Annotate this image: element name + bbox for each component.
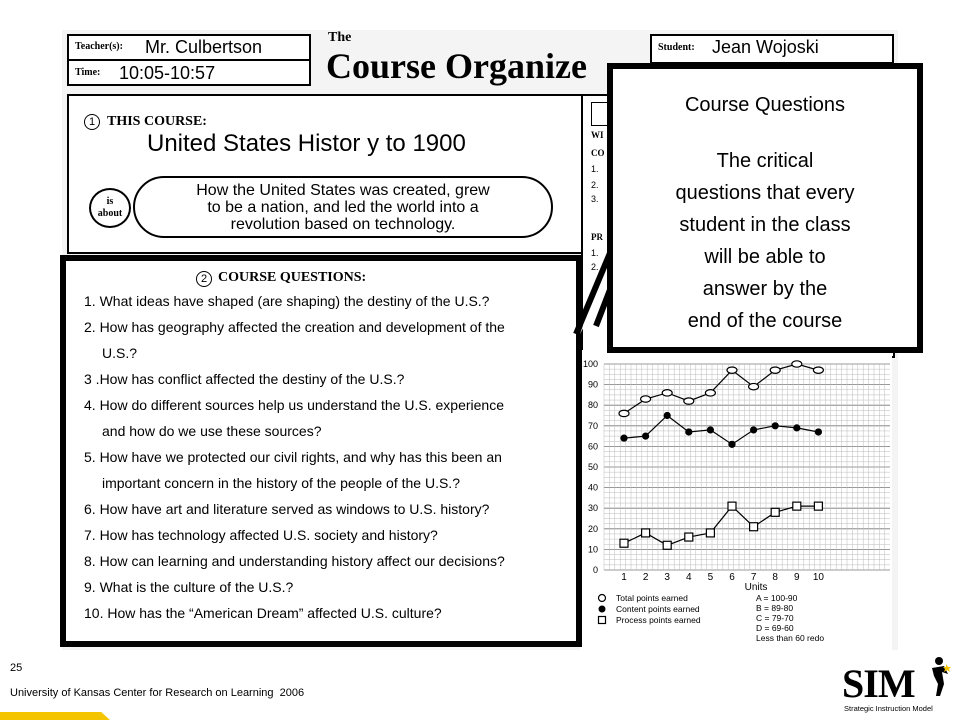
partial-wi: WI — [591, 130, 604, 140]
sim-logo-subtitle: Strategic Instruction Model — [844, 704, 933, 713]
data-point-process — [750, 523, 758, 531]
y-tick-label: 100 — [582, 359, 598, 369]
student-name: Jean Wojoski — [712, 37, 819, 57]
data-point-total — [641, 396, 651, 402]
data-point-process — [642, 529, 650, 537]
y-tick-label: 10 — [587, 544, 598, 555]
sim-logo-text: SIM — [842, 661, 915, 706]
partial-2: 2. — [591, 180, 599, 190]
question-1: 1. What ideas have shaped (are shaping) the destiny of the U.S.? — [84, 293, 490, 309]
y-tick-label: 20 — [587, 523, 598, 534]
this-course-box — [67, 94, 583, 254]
x-tick-label: 7 — [750, 572, 757, 583]
callout-line-3: student in the class — [679, 214, 851, 236]
data-point-total — [705, 390, 715, 396]
question-10: 10. How has the “American Dream” affected U.S. culture? — [84, 605, 442, 621]
y-tick-label: 60 — [587, 441, 598, 452]
question-2-cont: U.S.? — [102, 345, 138, 361]
question-9: 9. What is the culture of the U.S.? — [84, 579, 294, 595]
y-tick-label: 30 — [587, 503, 598, 514]
data-point-content — [750, 426, 757, 433]
teacher-name: Mr. Culbertson — [145, 37, 263, 57]
question-3: 3 .How has conflict affected the destiny of the U.S.? — [84, 371, 405, 387]
x-tick-label: 6 — [729, 572, 735, 583]
x-tick-label: 3 — [664, 572, 670, 583]
about-oval — [133, 176, 553, 238]
data-point-content — [707, 426, 714, 433]
data-point-total — [727, 367, 737, 373]
callout-line-1: The critical — [716, 150, 814, 172]
data-point-process — [685, 533, 693, 541]
data-point-total — [770, 367, 780, 373]
y-tick-label: 0 — [592, 565, 598, 575]
partial-1: 1. — [591, 164, 599, 174]
question-7: 7. How has technology affected U.S. society and history? — [84, 527, 438, 543]
grade-key-a: A = 100-90 — [756, 593, 798, 603]
data-point-process — [706, 529, 714, 537]
legend-content-label: Content points earned — [616, 604, 700, 614]
grade-key-d: D = 69-60 — [756, 623, 794, 633]
data-point-process — [663, 541, 671, 549]
question-8: 8. How can learning and understanding history affect our decisions? — [84, 553, 505, 569]
y-tick-label: 80 — [587, 400, 598, 411]
footer-credit: University of Kansas Center for Research on Learning 2006 — [10, 687, 305, 699]
callout-line-2: questions that every — [675, 182, 855, 204]
grade-key-b: B = 89-80 — [756, 603, 794, 613]
x-tick-label: 8 — [772, 572, 778, 583]
y-tick-label: 90 — [587, 379, 598, 390]
legend-total-label: Total points earned — [616, 593, 688, 603]
time-label: Time: — [75, 67, 101, 78]
title-small: The — [328, 30, 352, 45]
grade-key-redo: Less than 60 redo — [756, 633, 825, 643]
about-line-1: How the United States was created, grew — [196, 182, 490, 199]
data-point-process — [620, 539, 628, 547]
about-line-2: to be a nation, and led the world into a — [207, 199, 479, 216]
time-value: 10:05-10:57 — [119, 63, 216, 83]
course-questions-box — [60, 255, 582, 647]
callout-box — [607, 63, 923, 353]
question-5-cont: important concern in the history of the people of the U.S.? — [102, 475, 460, 491]
callout-line-4: will be able to — [704, 246, 826, 268]
data-point-content — [664, 412, 671, 419]
student-label: Student: — [658, 42, 695, 53]
chart-grid — [604, 364, 890, 570]
x-tick-label: 1 — [621, 572, 627, 583]
about-line-3: revolution based on technology. — [230, 216, 456, 233]
x-tick-label: 5 — [707, 572, 714, 583]
sim-logo — [842, 656, 954, 716]
data-point-total — [813, 367, 823, 373]
about-label: about — [97, 208, 123, 219]
page-title: Course Organize — [326, 46, 587, 86]
course-questions-heading: COURSE QUESTIONS: — [218, 270, 367, 285]
partial-pr: PR — [591, 232, 603, 242]
x-tick-label: 10 — [812, 572, 824, 583]
y-tick-label: 70 — [587, 420, 598, 431]
is-about-bubble — [89, 188, 131, 228]
partial-3: 3. — [591, 194, 599, 204]
question-6: 6. How have art and literature served as windows to U.S. history? — [84, 501, 490, 517]
data-point-process — [793, 502, 801, 510]
callout-title: Course Questions — [684, 94, 846, 116]
student-box — [650, 34, 894, 64]
this-course-heading: THIS COURSE: — [107, 114, 207, 129]
section2-number: 2 — [196, 271, 212, 287]
data-point-content — [728, 441, 735, 448]
callout-line-6: end of the course — [687, 310, 843, 332]
partial-p2: 2. — [591, 262, 599, 272]
legend-content-marker — [599, 606, 606, 613]
data-point-content — [793, 424, 800, 431]
x-tick-label: 2 — [642, 572, 649, 583]
data-point-process — [814, 502, 822, 510]
legend-process-label: Process points earned — [616, 615, 701, 625]
data-point-content — [685, 428, 692, 435]
y-tick-label: 50 — [587, 462, 598, 472]
is-label: is — [106, 196, 114, 207]
legend-total-marker — [599, 595, 606, 602]
course-name: United States Histor y to 1900 — [147, 130, 466, 157]
teacher-label: Teacher(s): — [75, 41, 123, 52]
x-tick-label: 4 — [686, 572, 692, 583]
footer-accent-bar — [0, 712, 110, 720]
x-tick-label: 9 — [794, 572, 800, 583]
slide-number: 25 — [10, 662, 23, 674]
question-4-cont: and how do we use these sources? — [102, 423, 322, 439]
question-5: 5. How have we protected our civil rights, and why has this been an — [84, 449, 502, 465]
data-point-total — [684, 398, 694, 404]
data-point-total — [749, 383, 759, 389]
chart-x-label: Units — [744, 582, 768, 593]
partial-co: CO — [591, 148, 605, 158]
question-4: 4. How do different sources help us understand the U.S. experience — [84, 397, 504, 413]
data-point-total — [662, 390, 672, 396]
callout-line-5: answer by the — [702, 278, 828, 300]
data-point-content — [815, 428, 822, 435]
data-point-process — [771, 508, 779, 516]
legend-process-marker — [599, 617, 606, 624]
data-point-content — [642, 433, 649, 440]
y-tick-label: 40 — [587, 482, 598, 493]
data-point-content — [620, 435, 627, 442]
partial-p1: 1. — [591, 248, 599, 258]
grade-key-c: C = 79-70 — [756, 613, 794, 623]
figure-icon — [928, 656, 952, 696]
section1-number: 1 — [84, 114, 100, 130]
data-point-content — [772, 422, 779, 429]
teacher-time-box — [67, 34, 311, 86]
question-2: 2. How has geography affected the creation and development of the — [84, 319, 505, 335]
data-point-total — [792, 361, 802, 367]
progress-chart — [580, 350, 892, 650]
data-point-total — [619, 410, 629, 416]
data-point-process — [728, 502, 736, 510]
